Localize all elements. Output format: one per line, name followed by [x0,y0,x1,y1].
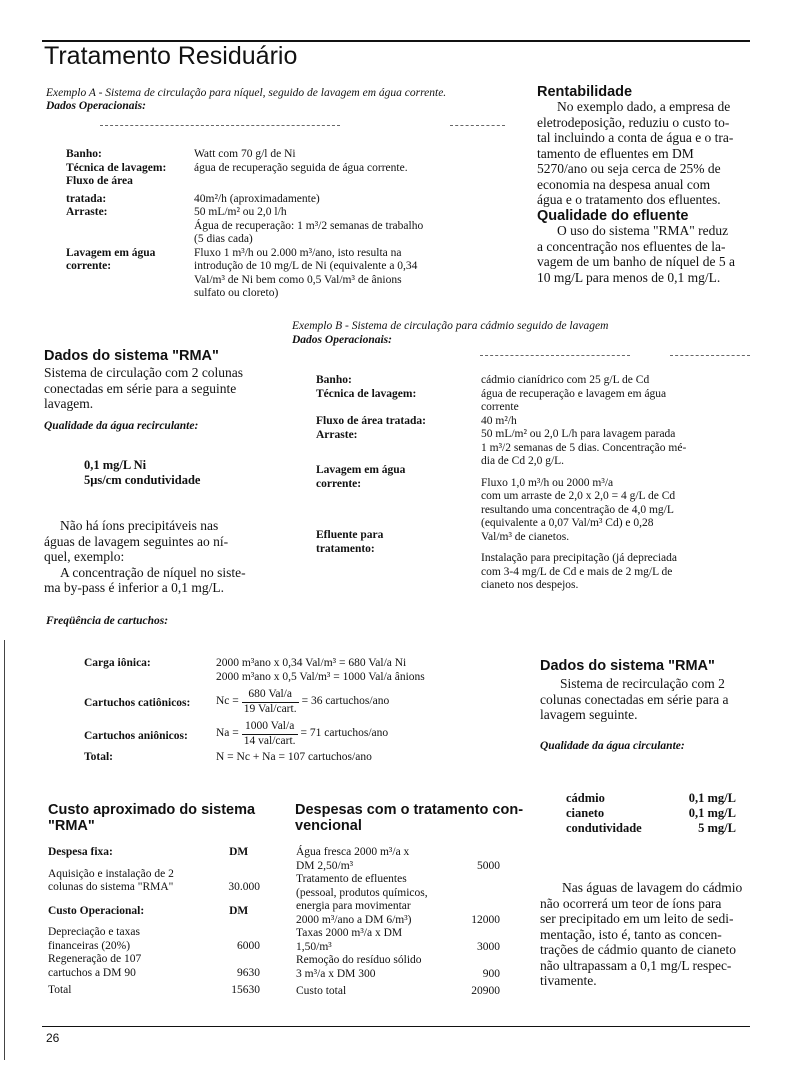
text-line: tamento de efluentes em DM [537,145,694,161]
text-line: água e o tratamento dos efluentes. [537,192,721,207]
text-line: cartuchos a DM 90 [48,966,136,979]
cell-label: Custo Operacional: [48,904,145,917]
denominator: 19 Val/cart. [243,702,297,715]
quality-value: 5 mg/L [698,821,736,835]
table-row [48,846,260,860]
row-label [66,274,194,288]
row-value: água de recuperação e lavagem em água [481,387,667,400]
row-label: Banho: [66,148,102,160]
quality-row [566,791,736,806]
text-line: não ultrapassam a 0,1 mg/L respec- [540,957,732,973]
cell-label [296,927,463,954]
text-line: economia na despesa anual com [537,176,711,192]
row-value: 40 m²/h [481,414,517,427]
spacer-cell [217,895,260,905]
numerator: 680 Val/a [242,688,299,703]
cat-formula [216,688,389,716]
row-label: tratada: [66,192,107,205]
example-b-values [481,374,746,593]
page-number: 26 [46,1031,60,1045]
rma-right-heading: Dados do sistema "RMA" [540,658,715,674]
row-label: Lavagem em água [66,246,156,259]
row-value: 1 m³/2 semanas de 5 dias. Concentração mé- [481,441,687,454]
cell-currency: DM [229,904,249,917]
spacer-row [48,895,260,905]
text-line: águas de lavagem seguintes ao ní- [44,533,229,549]
example-a-table [66,148,506,301]
table-row [296,927,500,954]
text-line: energia para movimentar [296,900,411,912]
spacer-cell [48,918,217,926]
text-line: Regeneração de 107 [48,953,142,965]
table-row [66,175,506,189]
rma-left-quality-values [84,458,200,488]
calc-line: 2000 m³ano x 0,5 Val/m³ = 1000 Val/a ânions [216,670,425,683]
row-value: Água de recuperação: 1 m³/2 semanas de trabalho [194,219,424,232]
formula-rhs: = 36 cartuchos/ano [301,695,390,708]
rentabilidade-heading: Rentabilidade [537,84,633,100]
text-line: lavagem. [44,396,94,411]
quality-value: 0,1 mg/L [688,806,736,820]
text-line: vagem de um banho de níquel de 5 a [537,254,735,269]
spacer-cell [217,860,260,868]
an-formula [216,720,388,748]
cartuchos-heading: Freqüência de cartuchos: [46,615,169,627]
rma-left-heading: Dados do sistema "RMA" [44,348,219,364]
text-line: não ocorrerá um teor de íons para [540,895,722,911]
custo-conv-table [296,846,500,999]
table-row [66,162,506,176]
row-value: sulfato ou cloreto) [194,287,279,299]
row-value: Fluxo 1 m³/h ou 2.000 m³/ano, isto resulta na [194,246,402,259]
cell-currency: DM [229,846,249,858]
carga-label: Carga iônica: [84,657,151,669]
row-label [66,220,194,234]
example-b-title: Exemplo B - Sistema de circulação para cádmio seguido de lavagem [292,320,609,332]
carga-lines [216,657,425,684]
example-a-subtitle: Dados Operacionais: [46,100,146,112]
quality-row [566,821,736,836]
formula-lhs: Na = [216,727,239,740]
an-label: Cartuchos aniônicos: [84,730,188,742]
bottom-rule [42,1026,750,1027]
quality-row [566,806,736,821]
calc-line: 2000 m³ano x 0,34 Val/m³ = 680 Val/a Ni [216,657,407,669]
text-line: trações de cádmio quanto de cianeto [540,942,737,957]
heading-line: Custo aproximado do sistema [48,802,256,818]
spacer-cell [48,860,217,868]
quality-value: 0,1 mg/L Ni [84,458,147,472]
cell-value: 6000 [237,939,260,952]
cell-value: 20900 [471,985,500,997]
rma-right-text [540,676,755,723]
text-line: tivamente. [540,973,597,988]
heading-line: Despesas com o tratamento con- [295,802,524,818]
row-value: com um arraste de 2,0 x 2,0 = 4 g/L de Cd [481,490,676,502]
numerator: 1000 Val/a [242,720,298,735]
row-value: Val/m³ de Ni bem como 0,5 Val/m³ de ânions [194,273,402,286]
spacer-cell [48,895,217,905]
row-label: Banho: [316,374,352,386]
spacer-row [48,860,260,868]
divider [100,125,340,126]
text-line: conectadas em série para a seguinte [44,380,237,396]
row-value: introdução de 10 mg/L de Ni (equivalente a 0,34 [194,260,418,272]
table-row [66,233,506,247]
cell-label [296,954,463,981]
table-row [66,274,506,288]
text-line: Nas águas de lavagem do cádmio [562,880,743,895]
row-value: resultando uma concentração de 4,0 mg/L [481,503,674,516]
quality-value: 0,1 mg/L [688,791,736,805]
text-line: Sistema de circulação com 2 colunas [44,365,244,380]
row-label: Arraste: [66,206,108,218]
cell-label: Total [48,984,72,996]
custo-rma-heading [48,802,255,834]
cat-label: Cartuchos catiônicos: [84,697,191,709]
row-label: Fluxo de área tratada: [316,415,426,427]
total-label: Total: [84,751,113,763]
row-label: Arraste: [316,428,358,441]
text-line: Taxas 2000 m³/a x DM [296,927,403,939]
text-line: colunas do sistema "RMA" [48,881,174,893]
row-value: Fluxo 1,0 m³/h ou 2000 m³/a [481,476,614,489]
table-row [66,287,506,301]
denominator: 14 val/cart. [243,734,296,747]
text-line: DM 2,50/m³ [296,859,354,872]
table-row [48,926,260,953]
row-label: Técnica de lavagem: [316,387,417,400]
text-line: ma by-pass é inferior a 0,1 mg/L. [44,580,224,595]
text-line: quel, exemplo: [44,549,125,564]
cell-label [296,873,463,927]
text-line: Tratamento de efluentes [296,873,407,885]
text-line: tal incluindo a conta de água e o tra- [537,130,734,145]
custo-rma-table [48,846,260,998]
qualidade-efluente-heading: Qualidade do efluente [537,208,689,224]
rma-right-paragraph [540,880,755,989]
cell-value: 3000 [477,940,500,953]
table-row [296,981,500,999]
row-value: com 3-4 mg/L de Cd e mais de 2 mg/L de [481,565,673,578]
divider [450,125,505,126]
row-label: Lavagem em água [316,464,406,476]
row-value: (5 dias cada) [194,233,253,245]
text-line: Sistema de recirculação com 2 [560,676,725,691]
cell-value: 5000 [477,859,500,872]
row-value: 40m²/h (aproximadamente) [194,192,320,205]
row-label: Efluente para [316,529,384,541]
text-line: O uso do sistema "RMA" reduz [557,223,729,238]
table-row [48,868,260,895]
cell-value: 15630 [231,984,260,996]
formula-rhs: = 71 cartuchos/ano [300,727,389,740]
text-line: mentação, isto é, tanto as concen- [540,926,722,942]
text-line: Não há íons precipitáveis nas [60,518,219,533]
cell-value: 12000 [471,913,500,926]
row-label: Técnica de lavagem: [66,161,167,174]
page-title: Tratamento Residuário [44,42,298,70]
cell-label [48,926,217,953]
cell-label: Custo total [296,985,347,997]
qualidade-efluente-text [537,223,752,285]
table-row [296,873,500,927]
heading-line: vencional [295,818,362,834]
total-value: N = Nc + Na = 107 cartuchos/ano [216,751,372,763]
row-value: Val/m³ de cianetos. [481,530,570,543]
table-row [66,220,506,234]
formula-lhs: Nc = [216,695,239,708]
text-line: lavagem seguinte. [540,707,638,722]
table-row [66,193,506,207]
page-edge-line [4,640,5,1060]
row-value: 50 mL/m² ou 2,0 l/h [194,206,287,218]
custo-conv-heading [295,802,523,834]
table-row [296,846,500,873]
heading-line: "RMA" [48,818,95,834]
example-b-subtitle: Dados Operacionais: [292,334,392,346]
text-line: 1,50/m³ [296,940,332,953]
text-line: eletrodeposição, reduziu o custo to- [537,114,730,130]
text-line: (pessoal, produtos químicos, [296,886,428,899]
row-value: Watt com 70 g/l de Ni [194,148,296,160]
row-label: Fluxo de área [66,175,133,187]
row-value: corrente [481,401,519,413]
rma-left-paragraph [44,518,262,596]
row-value: (equivalente a 0,07 Val/m³ Cd) e 0,28 [481,517,654,529]
text-line: 10 mg/L para menos de 0,1 mg/L. [537,269,721,285]
text-line: Remoção do resíduo sólido [296,954,422,966]
fraction [242,720,298,748]
cell-value: 900 [482,967,500,980]
table-row [66,148,506,162]
row-label: corrente: [316,477,362,490]
table-row [48,905,260,919]
row-value: cádmio cianídrico com 25 g/L de Cd [481,374,650,386]
quality-name: cianeto [566,806,605,820]
text-line: 5270/ano ou seja cerca de 25% de [537,161,721,176]
text-line: Água fresca 2000 m³/a x [296,846,410,858]
quality-name: cádmio [566,791,605,805]
quality-value: 5μs/cm condutividade [84,473,201,487]
rma-left-text [44,365,294,412]
cell-value: 30.000 [228,881,260,893]
example-b-labels [316,374,476,556]
row-value: Instalação para precipitação (já depreciada [481,552,678,564]
text-line: Depreciação e taxas [48,926,140,938]
text-line: ser precipitado em um leito de sedi- [540,911,734,926]
cell-value: 9630 [237,966,260,979]
rma-left-quality-label: Qualidade da água recirculante: [44,420,199,432]
table-row [66,247,506,261]
text-line: financeiras (20%) [48,939,131,952]
table-row [66,260,506,274]
example-a-title: Exemplo A - Sistema de circulação para níquel, seguido de lavagem em água corrente. [46,87,447,99]
row-label: corrente: [66,260,112,272]
row-label [66,287,194,301]
table-row [296,954,500,981]
cell-label [296,846,463,873]
rma-right-quality-label: Qualidade da água circulante: [540,740,685,752]
text-line: Aquisição e instalação de 2 [48,867,174,880]
spacer-cell [217,918,260,926]
row-value: dia de Cd 2,0 g/L. [481,455,565,467]
text-line: colunas conectadas em série para a [540,691,729,707]
text-line: No exemplo dado, a empresa de [557,99,731,114]
cell-label: Despesa fixa: [48,846,113,858]
row-label [66,233,194,247]
text-line: 3 m³/a x DM 300 [296,967,376,980]
row-value: 50 mL/m² ou 2,0 L/h para lavagem parada [481,428,676,440]
divider [480,355,630,356]
cell-label [48,953,217,980]
text-line: 2000 m³/ano a DM 6/m³) [296,913,412,926]
divider [670,355,750,356]
text-line: a concentração nos efluentes de la- [537,238,726,254]
table-row [66,206,506,220]
row-value: cianeto nos despejos. [481,579,579,591]
row-value: água de recuperação seguida de água corrente. [194,161,408,174]
quality-name: condutividade [566,821,642,835]
fraction [242,688,299,716]
rentabilidade-text [537,99,752,208]
rma-right-quality-table [566,791,736,836]
cell-label [48,868,217,895]
row-label: tratamento: [316,542,375,555]
table-row [48,953,260,980]
text-line: A concentração de níquel no siste- [60,564,246,580]
table-row [48,980,260,998]
spacer-row [48,918,260,926]
